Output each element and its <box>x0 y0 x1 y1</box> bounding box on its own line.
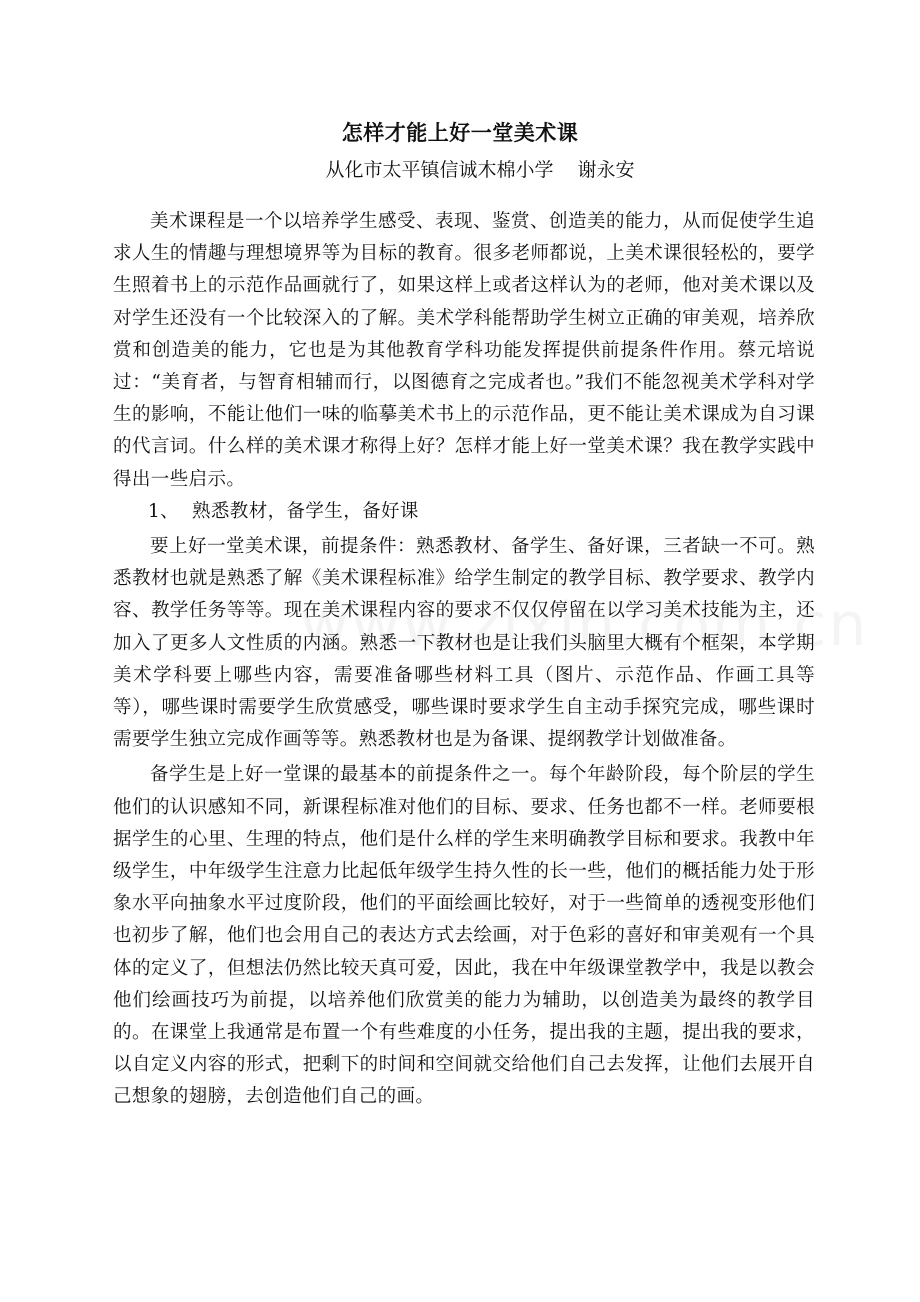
author-name: 谢永安 <box>577 159 635 181</box>
section-heading-1 <box>113 496 815 528</box>
byline <box>0 155 920 185</box>
paragraph-intro: 美术课程是一个以培养学生感受、表现、鉴赏、创造美的能力，从而促使学生追求人生的情趣与理想境界等为目标的教育。很多老师都说，上美术课很轻松的，要学生照着书上的示范作品画就行了，如果这样上或者这样认为的老师，他对美术课以及对学生还没有一个比较深入的了解。美术学科能帮助学生树立正确的审美观，培养欣赏和创造美的能力，它也是为其他教育学科功能发挥提供前提条件作用。蔡元培说过：“美育者，与智育相辅而行，以图德育之完成者也。”我们不能忽视美术学科对学生的影响，不能让他们一味的临摹美术书上的示范作品，更不能让美术课成为自习课的代言词。什么样的美术课才称得上好？怎样才能上好一堂美术课？我在教学实践中得出一些启示。 <box>113 211 815 490</box>
document-title: 怎样才能上好一堂美术课 <box>341 120 579 145</box>
document-body <box>113 206 815 1114</box>
section-heading-text: 熟悉教材，备学生，备好课 <box>192 500 419 522</box>
school-name: 从化市太平镇信诚木棉小学 <box>325 159 554 181</box>
section-number: 1、 <box>148 500 180 522</box>
paragraph-students: 备学生是上好一堂课的最基本的前提条件之一。每个年龄阶段，每个阶层的学生他们的认识感知不同，新课程标准对他们的目标、要求、任务也都不一样。老师要根据学生的心里、生理的特点，他们是什么样的学生来明确教学目标和要求。我教中年级学生，中年级学生注意力比起低年级学生持久性的长一些，他们的概括能力处于形象水平向抽象水平过度阶段，他们的平面绘画比较好，对于一些简单的透视变形他们也初步了解，他们也会用自己的表达方式去绘画，对于色彩的喜好和审美观有一个具体的定义了，但想法仍然比较天真可爱，因此，我在中年级课堂教学中，我是以教会他们绘画技巧为前提，以培养他们欣赏美的能力为辅助，以创造美为最终的教学目的。在课堂上我通常是布置一个有些难度的小任务，提出我的主题，提出我的要求，以自定义内容的形式，把剩下的时间和空间就交给他们自己去发挥，让他们去展开自己想象的翅膀，去创造他们自己的画。 <box>113 764 815 1108</box>
paragraph-textbook: 要上好一堂美术课，前提条件：熟悉教材、备学生、备好课，三者缺一不可。熟悉教材也就是熟悉了解《美术课程标准》给学生制定的教学目标、教学要求、教学内容、教学任务等等。现在美术课程内容的要求不仅仅停留在以学习美术技能为主，还加入了更多人文性质的内涵。熟悉一下教材也是让我们头脑里大概有个框架，本学期美术学科要上哪些内容，需要准备哪些材料工具（图片、示范作品、作画工具等等），哪些课时需要学生欣赏感受，哪些课时要求学生自主动手探究完成，哪些课时需要学生独立完成作画等等。熟悉教材也是为备课、提纲教学计划做准备。 <box>113 536 815 751</box>
